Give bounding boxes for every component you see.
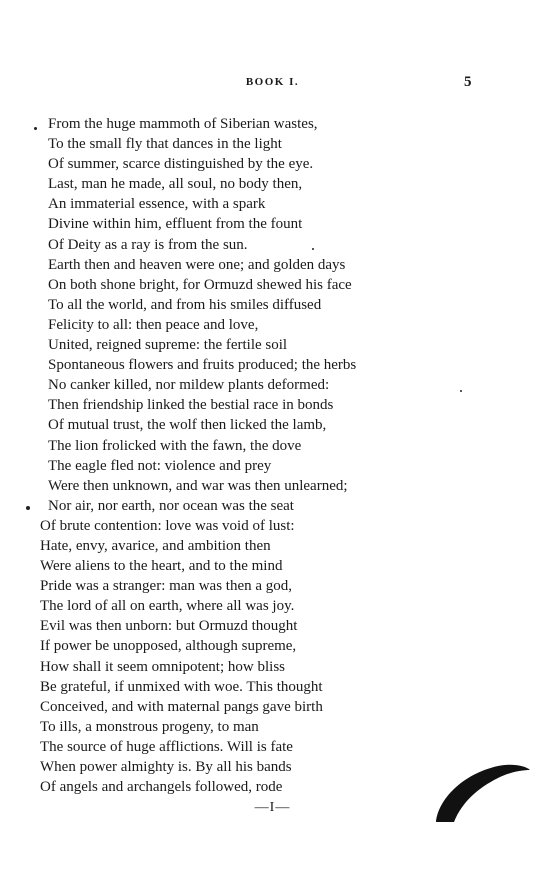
poem-line: Evil was then unborn: but Ormuzd thought: [40, 618, 298, 635]
poem-line: When power almighty is. By all his bands: [40, 759, 292, 775]
poem-line: Spontaneous flowers and fruits produced; the herbs: [48, 357, 357, 374]
poem-line: The lord of all on earth, where all was joy.: [40, 598, 295, 615]
poem-line: Of mutual trust, the wolf then licked the lamb,: [48, 417, 327, 434]
page-number: 5: [464, 74, 472, 90]
poem-line: Then friendship linked the bestial race in bonds: [48, 397, 334, 414]
poem-line: To the small fly that dances in the light: [48, 136, 282, 153]
ink-blot-mark: [432, 760, 532, 825]
signature-mark: —I—: [254, 800, 291, 815]
poem-line: Earth then and heaven were one; and golden days: [48, 256, 346, 273]
poem-line: Hate, envy, avarice, and ambition then: [40, 537, 271, 554]
poem-line: The lion frolicked with the fawn, the dove: [48, 437, 302, 454]
poem-line: To ills, a monstrous progeny, to man: [40, 718, 259, 735]
ink-speck: [26, 506, 30, 510]
poem-line: Were aliens to the heart, and to the mind: [40, 558, 283, 575]
running-header-title: BOOK I.: [245, 76, 300, 88]
poem-line: The eagle fled not: violence and prey: [48, 457, 272, 474]
poem-line: No canker killed, nor mildew plants deformed:: [48, 377, 330, 394]
poem-line: Were then unknown, and war was then unlearned;: [48, 477, 348, 494]
poem-line: The source of huge afflictions. Will is fate: [40, 738, 293, 755]
poem-line: From the huge mammoth of Siberian wastes,: [48, 116, 318, 132]
ink-speck: [312, 248, 314, 250]
poem-line: How shall it seem omnipotent; how bliss: [40, 658, 285, 675]
poem-line: To all the world, and from his smiles diffused: [48, 296, 322, 313]
poem-line: Of brute contention: love was void of lust:: [40, 517, 295, 534]
poem-line: United, reigned supreme: the fertile soil: [48, 337, 288, 354]
poem-line: Divine within him, effluent from the fount: [48, 216, 303, 233]
ink-speck: [34, 127, 37, 130]
poem-line: Felicity to all: then peace and love,: [48, 316, 259, 333]
poem-line: Of angels and archangels followed, rode: [40, 779, 283, 796]
poem-line: Pride was a stranger: man was then a god,: [40, 578, 293, 595]
poem-line: Of summer, scarce distinguished by the eye.: [48, 156, 314, 173]
poem-line: On both shone bright, for Ormuzd shewed his face: [48, 276, 352, 293]
poem-line: Last, man he made, all soul, no body then,: [48, 176, 303, 193]
poem-line: Conceived, and with maternal pangs gave birth: [40, 698, 323, 715]
poem-line: Nor air, nor earth, nor ocean was the seat: [48, 497, 294, 514]
ink-speck: [460, 390, 462, 392]
poem-line: If power be unopposed, although supreme,: [40, 638, 297, 655]
poem-line: An immaterial essence, with a spark: [48, 196, 266, 213]
poem-line: Be grateful, if unmixed with woe. This thought: [40, 678, 323, 695]
poem-line: Of Deity as a ray is from the sun.: [48, 236, 248, 253]
poem-text: [40, 114, 480, 797]
